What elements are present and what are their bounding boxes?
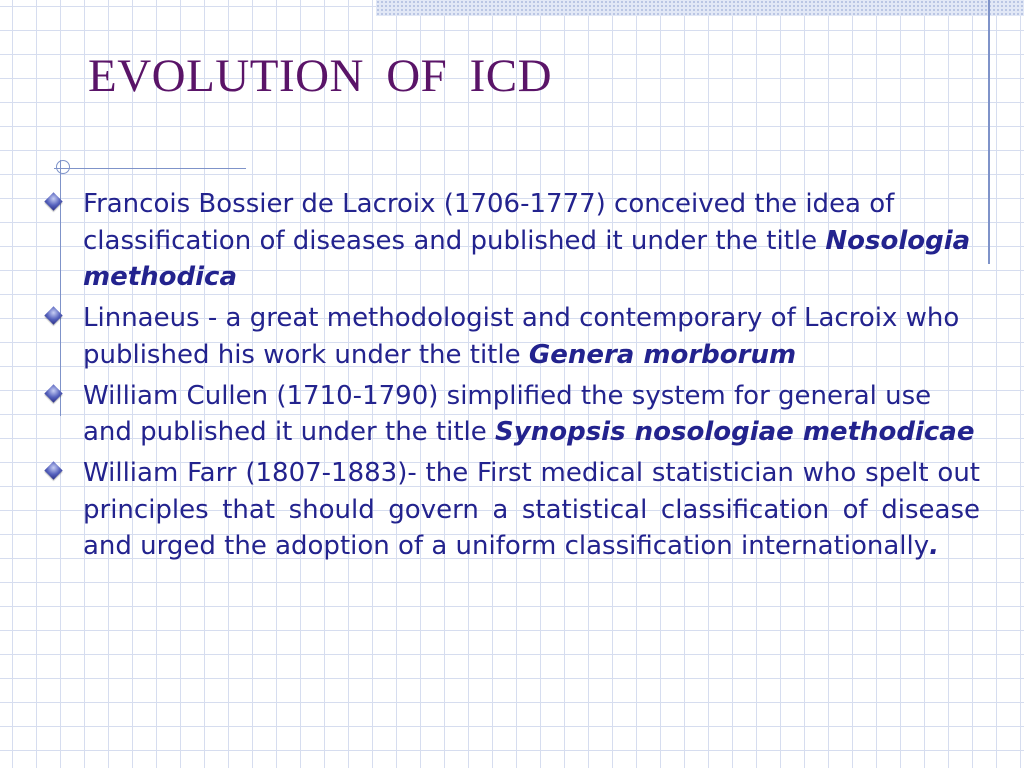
right-accent-line: [988, 0, 990, 264]
bullet-emphasis-title: Genera morborum: [528, 339, 797, 370]
bullet-item-cullen: [46, 378, 980, 451]
diamond-bullet-icon: [44, 306, 62, 324]
bullet-emphasis-title: Synopsis nosologiae methodicae: [495, 417, 975, 447]
bullet-text: William Cullen (1710-1790) simplified the system for general use and published it under the title: [83, 380, 932, 447]
bullet-item-lacroix: [46, 186, 980, 296]
bullet-list: [46, 186, 980, 569]
diamond-bullet-icon: [44, 384, 62, 402]
title-underline-rule: [54, 168, 246, 169]
diamond-bullet-icon: [44, 192, 62, 210]
bullet-emphasis-title: Nosologia methodica: [83, 225, 971, 292]
bullet-text: Linnaeus - a great methodologist and contemporary of Lacroix who published his work under the title: [83, 303, 960, 370]
bullet-text: Francois Bossier de Lacroix (1706-1777) conceived the idea of classification of diseases and published it under the title: [83, 189, 895, 256]
bullet-item-farr: [46, 455, 980, 565]
top-decorative-band: [376, 0, 1024, 16]
bullet-text: William Farr (1807-1883)- the First medical statistician who spelt out principles that should govern a statistical classification of disease and urged the adoption of a uniform classification internationally: [83, 458, 980, 561]
bullet-tail: .: [929, 531, 940, 561]
slide-title: EVOLUTION OF ICD: [88, 50, 553, 102]
ring-ornament-icon: [56, 160, 70, 174]
bullet-item-linnaeus: [46, 300, 980, 373]
diamond-bullet-icon: [44, 461, 62, 479]
